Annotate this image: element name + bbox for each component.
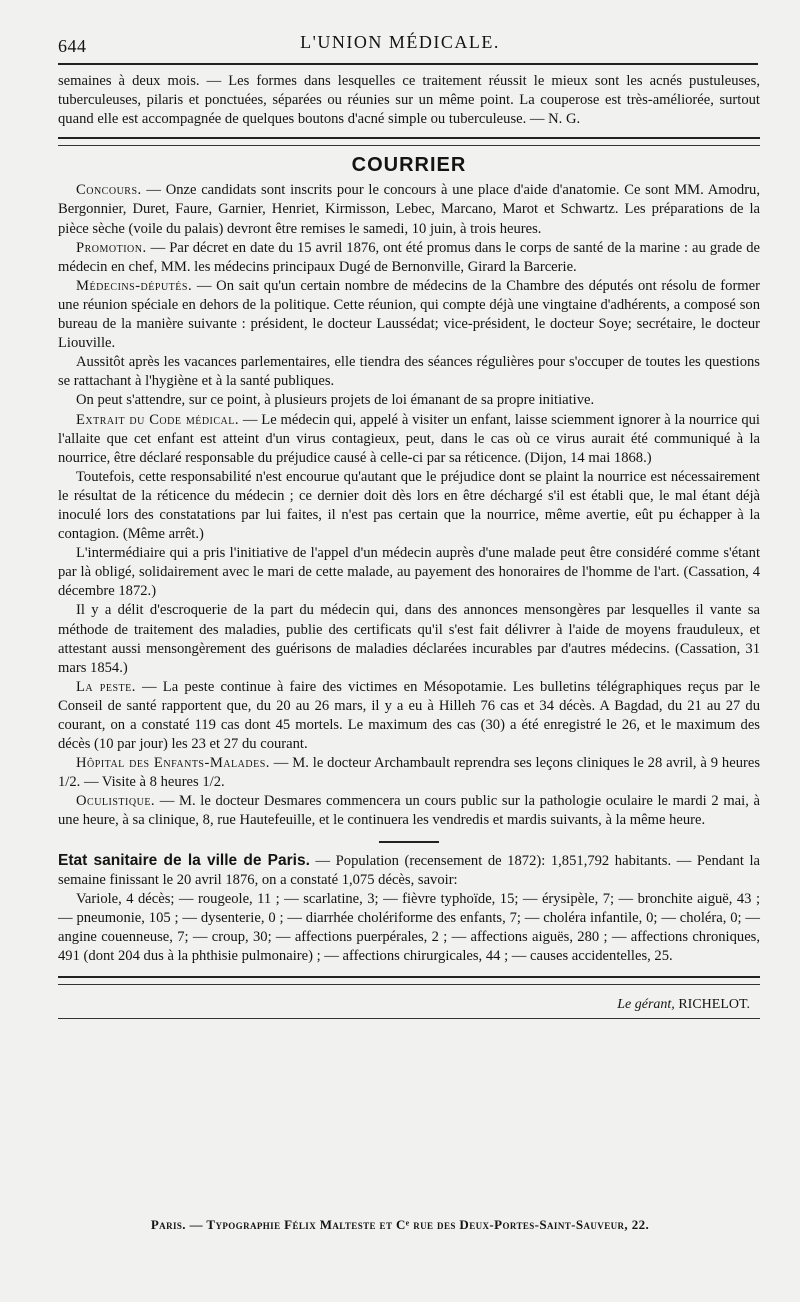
header-rule bbox=[58, 63, 758, 65]
etat-sanitaire-heading: Etat sanitaire de la ville de Paris. bbox=[58, 851, 310, 869]
courrier-paragraph bbox=[58, 678, 760, 754]
courrier-paragraph bbox=[58, 468, 760, 544]
courrier-paragraph bbox=[58, 277, 760, 353]
courrier-paragraph bbox=[58, 601, 760, 677]
etat-sanitaire-lead: — Population (recensement de 1872): 1,851,792 habitants. — Pendant la semaine finissant le 20 avril 1876, on a constaté 1,075 décès, savoir: bbox=[58, 852, 760, 888]
imprint-city: Paris. bbox=[150, 1217, 186, 1232]
page-header bbox=[0, 28, 800, 58]
paragraph-text: — Le médecin qui, appelé à visiter un enfant, laisse sciemment ignorer à la nourrice qui l'allaite que cet enfant est atteint d'un virus contagieux, peut, dans le cas où ce virus aurait été communiqué à la nourrice, être déclaré responsable du préjudice causé à celle-ci par sa réticence. (Dijon, 14 mai 1868.) bbox=[58, 411, 760, 466]
paragraph-text: Toutefois, cette responsabilité n'est encourue qu'autant que le préjudice dont se plaint la nourrice est nécessairement le résultat de la réticence du médecin ; ce dernier doit dès lors en être déchargé s'il est établi que, le mal étant déjà inoculé lors des constatations par lui faites, il n'est pas certain que la nourrice, même avertie, eût pu échapper à la contagion. (Même arrêt.) bbox=[58, 468, 760, 543]
paragraph-text: — M. le docteur Desmares commencera un cours public sur la pathologie oculaire le mardi 2 mai, à une heure, à sa clinique, 8, rue Hautefeuille, et le continuera les vendredis et mardis suivants, à la même heure. bbox=[58, 793, 760, 829]
paragraph-rubric: Hôpital des Enfants-Malades. bbox=[76, 755, 270, 772]
courrier-paragraphs bbox=[58, 181, 760, 830]
short-divider bbox=[379, 841, 439, 843]
courrier-paragraph bbox=[58, 792, 760, 830]
etat-sanitaire-detail: Variole, 4 décès; — rougeole, 11 ; — scarlatine, 3; — fièvre typhoïde, 15; — érysipèle, 7; — bronchite aiguë, 43 ; — pneumonie, 105 ; — dysenterie, 0 ; — diarrhée cholériforme des enfants, 7; — choléra infantile, 0; — choléra, 0; — angine couenneuse, 7; — croup, 30; — affections puerpérales, 2 ; — affections aiguës, 280 ; — affections chroniques, 491 (dont 204 dus à la phthisie pulmonaire) ; — affections chirurgicales, 44 ; — causes accidentelles, 25. bbox=[58, 890, 760, 965]
article-body bbox=[58, 72, 760, 1019]
etat-sanitaire-paragraph bbox=[58, 851, 760, 890]
section-title: COURRIER bbox=[351, 154, 467, 177]
courrier-paragraph bbox=[58, 754, 760, 792]
gerant-name: RICHELOT. bbox=[678, 997, 750, 1013]
section-divider bbox=[58, 137, 760, 139]
courrier-paragraph bbox=[58, 353, 760, 391]
paragraph-text: — On sait qu'un certain nombre de médecins de la Chambre des députés ont résolu de former une réunion spéciale en dehors de la politique. Cette réunion, qui compte déjà une vingtaine d'adhérents, a composé son bureau de la manière suivante : président, le docteur Laussédat; vice-président, le docteur Soye; secrétaire, le docteur Liouville. bbox=[58, 277, 760, 352]
paragraph-text: Aussitôt après les vacances parlementaires, elle tiendra des séances régulières pour s'occuper de toutes les questions se rattachant à l'hygiène et à la santé publiques. bbox=[58, 354, 760, 390]
section-divider-thin bbox=[58, 145, 760, 146]
paragraph-text: — M. le docteur Archambault reprendra ses leçons cliniques le 28 avril, à 9 heures 1/2. — Visite à 8 heures 1/2. bbox=[58, 755, 761, 791]
paragraph-text: Il y a délit d'escroquerie de la part du médecin qui, dans des annonces mensongères par lesquelles il vante sa méthode de traitement des maladies, publie des certificats qu'il s'est fait délivrer à l'aide de moyens frauduleux, et attestant aussi mensongèrement des guérisons de maladies déclarées incurables par d'autres médecins. (Cassation, 31 mars 1854.) bbox=[58, 602, 760, 676]
paragraph-text: L'intermédiaire qui a pris l'initiative de l'appel d'un médecin auprès d'une malade peut être considéré comme s'étant par là obligé, solidairement avec le mari de cette malade, au payement des honoraires de l'homme de l'art. (Cassation, 4 décembre 1872.) bbox=[58, 545, 760, 600]
footer-divider bbox=[58, 976, 760, 978]
paragraph-rubric: Oculistique. bbox=[76, 793, 156, 810]
paragraph-rubric: Extrait du Code médical. bbox=[76, 411, 240, 428]
gerant-label: Le gérant, bbox=[617, 997, 675, 1013]
paragraph-text: — Par décret en date du 15 avril 1876, ont été promus dans le corps de santé de la marine : au grade de médecin en chef, MM. les médecins principaux Dugé de Bernonville, Girard la Barcerie. bbox=[58, 239, 760, 275]
courrier-paragraph bbox=[58, 391, 760, 410]
intro-paragraph: semaines à deux mois. — Les formes dans lesquelles ce traitement réussit le mieux sont les acnés pustuleuses, tuberculeuses, pilaris et ponctuées, séparées ou réunies sur un même point. La couperose est très-améliorée, surtout quand elle est accompagnée de quelques boutons d'acné simple ou tuberculeuse. — N. G. bbox=[58, 73, 760, 128]
courrier-paragraph bbox=[58, 181, 760, 238]
courrier-paragraph bbox=[58, 239, 760, 277]
imprint-text: — Typographie Félix Maltest​e et Cᵉ rue des Deux-Portes-Saint-Sauveur, 22. bbox=[185, 1217, 650, 1232]
footer-divider-thin bbox=[58, 984, 760, 985]
imprint-divider bbox=[58, 1018, 760, 1019]
page-number: 644 bbox=[58, 36, 87, 56]
running-head: L'UNION MÉDICALE. bbox=[300, 32, 500, 52]
courrier-paragraph bbox=[58, 544, 760, 601]
courrier-paragraph bbox=[58, 411, 760, 468]
paragraph-rubric: Promotion. bbox=[76, 239, 147, 256]
paragraph-text: On peut s'attendre, sur ce point, à plusieurs projets de loi émanant de sa propre initiative. bbox=[76, 392, 595, 409]
paragraph-text: — Onze candidats sont inscrits pour le concours à une place d'aide d'anatomie. Ce sont MM. Amodru, Bergonnier, Duret, Faure, Garnier, Henriet, Kirmisson, Lebec, Marcano, Marot et Schwartz. Les préparations de la pièce sèche (voile du palais) devront être remises le samedi, 10 juin, à trois heures. bbox=[58, 182, 760, 237]
gerant-signature bbox=[58, 995, 760, 1014]
paragraph-text: — La peste continue à faire des victimes en Mésopotamie. Les bulletins télégraphiques reçus par le Conseil de santé rapportent que, du 20 au 26 mars, il y a eu à Hilleh 76 cas et 34 décès. A Bagdad, du 21 au 27 du courant, on a constaté 119 cas dont 45 mortels. Le maximum des cas (30) a été enregistré le 26, et le maximum des décès (10 par jour) les 23 et 27 du courant. bbox=[58, 678, 760, 753]
paragraph-rubric: Médecins-députés. bbox=[76, 277, 193, 294]
paragraph-rubric: La peste. bbox=[76, 678, 136, 695]
printer-imprint bbox=[0, 1217, 800, 1233]
paragraph-rubric: Concours. bbox=[76, 182, 142, 199]
